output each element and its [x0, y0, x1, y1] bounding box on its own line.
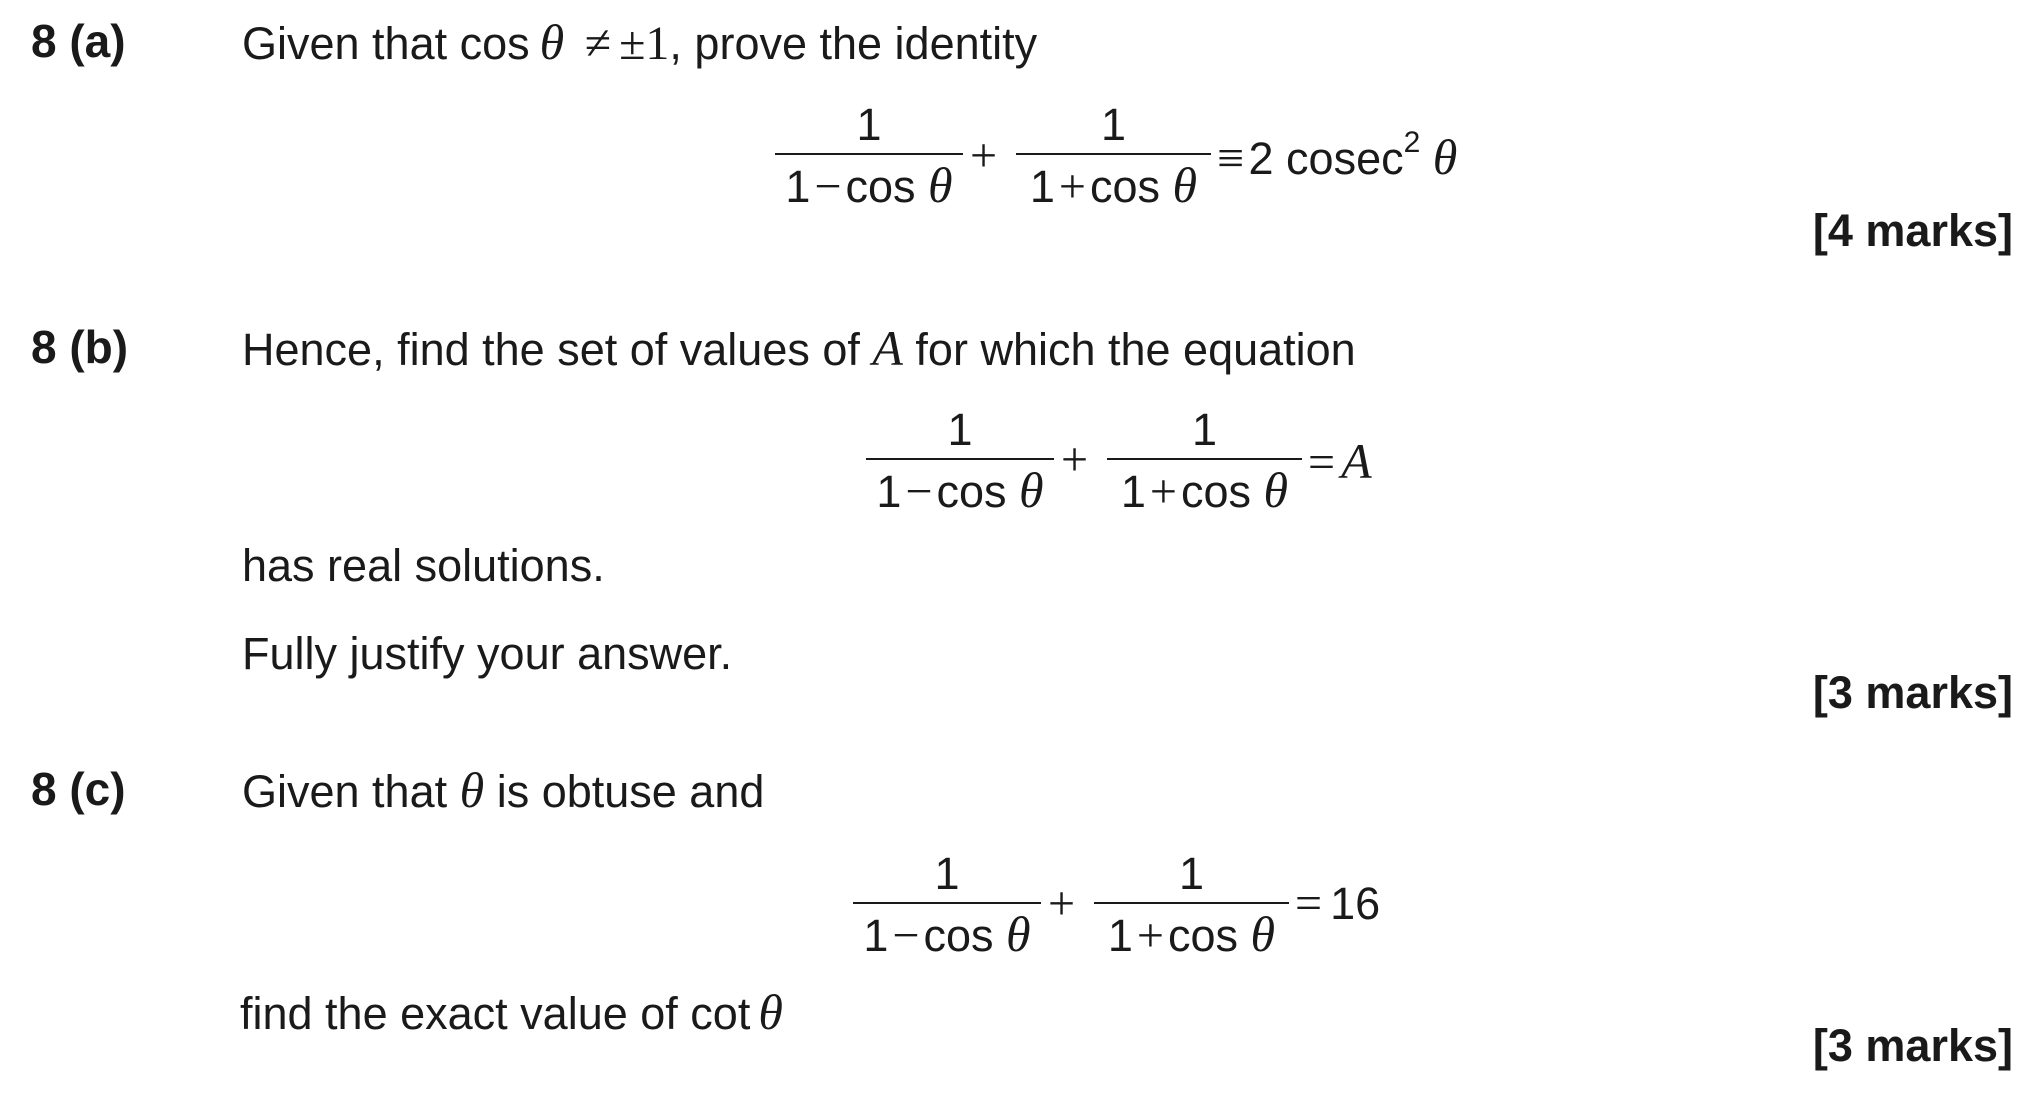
- theta-symbol: θ: [539, 14, 565, 70]
- plus-sign: +: [1048, 877, 1076, 930]
- fraction-one-minus-cos: [775, 97, 963, 215]
- numerator: 1: [856, 99, 882, 150]
- equiv-symbol: ≡: [1217, 132, 1245, 185]
- marks-part-c: [3 marks]: [1812, 1020, 2013, 1071]
- plus-sign: +: [1061, 433, 1089, 486]
- part-b-intro-post: for which the equation: [902, 324, 1356, 375]
- denominator: 1+cos θ: [1029, 157, 1198, 213]
- identity-rhs: [1217, 128, 1457, 186]
- not-equal-symbol: ≠: [584, 17, 612, 70]
- marks-part-a: [4 marks]: [1812, 205, 2013, 256]
- fraction-one-minus-cos: [853, 846, 1041, 964]
- part-c-intro-pre: Given that: [242, 766, 460, 817]
- numerator: 1: [947, 404, 973, 455]
- question-label-8b: 8 (b): [31, 321, 129, 373]
- part-c-line-2-text: find the exact value of cot: [240, 988, 751, 1039]
- equation-rhs: [1308, 432, 1372, 490]
- numerator: 1: [1178, 848, 1205, 899]
- cos-text: cos: [459, 18, 530, 69]
- part-b-line-2: has real solutions.: [242, 540, 605, 591]
- denominator: 1−cos θ: [785, 157, 953, 213]
- fraction-one-plus-cos: [1094, 846, 1289, 964]
- denominator: 1−cos θ: [876, 462, 1044, 518]
- part-b-line-3: Fully justify your answer.: [242, 628, 733, 679]
- marks-part-b: [3 marks]: [1812, 667, 2013, 718]
- rhs-cosec: 2 cosec: [1248, 133, 1404, 184]
- rhs-power: 2: [1403, 126, 1421, 159]
- fraction-one-minus-cos: [866, 402, 1054, 520]
- denominator: 1−cos θ: [863, 906, 1031, 962]
- part-c-line-2: [240, 983, 783, 1041]
- fraction-one-plus-cos: [1107, 402, 1302, 520]
- theta-symbol: θ: [459, 762, 485, 818]
- equals-sign: =: [1295, 877, 1323, 930]
- plus-sign: +: [970, 129, 998, 182]
- theta-symbol: θ: [1432, 129, 1458, 185]
- plus-minus-one: ±1: [619, 17, 670, 70]
- numerator: 1: [1191, 404, 1218, 455]
- denominator: 1+cos θ: [1120, 462, 1289, 518]
- part-b-intro: [242, 319, 1356, 377]
- fraction-one-plus-cos: [1016, 97, 1211, 215]
- part-a-intro-pre: Given that: [242, 18, 460, 69]
- variable-a: A: [872, 320, 903, 376]
- part-c-intro-post: is obtuse and: [484, 766, 765, 817]
- equals-sign: =: [1308, 436, 1336, 489]
- numerator: 1: [934, 848, 960, 899]
- denominator: 1+cos θ: [1107, 906, 1276, 962]
- part-b-intro-pre: Hence, find the set of values of: [242, 324, 873, 375]
- numerator: 1: [1100, 99, 1127, 150]
- question-label-8c: 8 (c): [31, 763, 126, 815]
- rhs-value: 16: [1330, 878, 1381, 929]
- part-a-intro-post: , prove the identity: [669, 18, 1038, 69]
- part-a-intro: [242, 13, 1037, 71]
- theta-symbol: θ: [758, 984, 783, 1040]
- equation-rhs: [1295, 876, 1380, 931]
- rhs-variable-a: A: [1341, 433, 1372, 489]
- question-label-8a: 8 (a): [31, 15, 126, 67]
- part-c-intro: [242, 761, 764, 819]
